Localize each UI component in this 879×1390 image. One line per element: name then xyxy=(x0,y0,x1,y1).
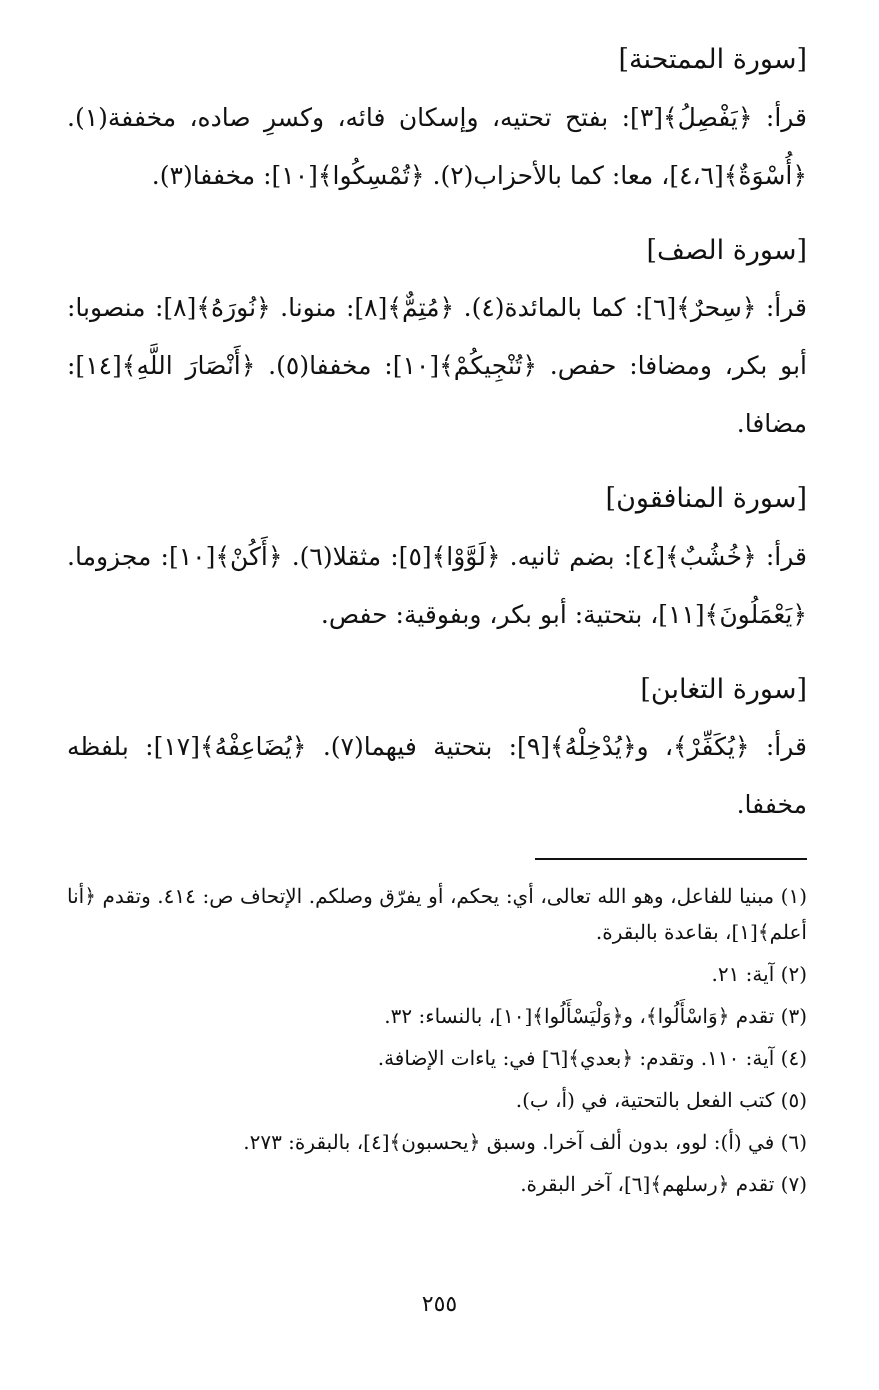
section-body: قرأ: ﴿خُشُبٌ﴾[٤]: بضم ثانيه. ﴿لَوَّوْا﴾[٥]: مثقلا(٦). ﴿أَكُنْ﴾[١٠]: مجزوما. ﴿يَعْمَلُونَ﴾[١١]، بتحتية: أبو بكر، وبفوقية: حفص. xyxy=(67,541,807,629)
footnote: (٣) تقدم ﴿وَاسْأَلُوا﴾، و﴿وَلْيَسْأَلُوا﴾[١٠]، بالنساء: ٣٢. xyxy=(384,1004,807,1028)
section-body: قرأ: ﴿يَفْصِلُ﴾[٣]: بفتح تحتيه، وإسكان فائه، وكسرِ صاده، مخففة(١). ﴿أُسْوَةٌ﴾[٤،٦]، معا: كما بالأحزاب(٢). ﴿تُمْسِكُوا﴾[١٠]: مخففا(٣). xyxy=(67,102,808,190)
section-at-taghabun xyxy=(67,670,807,835)
section-title: [سورة التغابن] xyxy=(640,673,807,705)
section-body: قرأ: ﴿يُكَفِّرْ﴾، و﴿يُدْخِلْهُ﴾[٩]: بتحتية فيهما(٧). ﴿يُضَاعِفْهُ﴾[١٧]: بلفظه مخففا. xyxy=(67,732,807,819)
footnote: (١) مبنيا للفاعل، وهو الله تعالى، أي: يحكم، أو يفرّق وصلكم. الإتحاف ص: ٤١٤. وتقدم ﴿أنا أعلم﴾[١]، بقاعدة بالبقرة. xyxy=(67,884,807,944)
footnote: (٧) تقدم ﴿رسلهم﴾[٦]، آخر البقرة. xyxy=(520,1172,807,1196)
footnote: (٢) آية: ٢١. xyxy=(711,962,807,986)
page-number: ٢٥٥ xyxy=(421,1292,458,1317)
main-text xyxy=(67,40,807,860)
section-title: [سورة الممتحنة] xyxy=(618,44,807,75)
footnote: (٥) كتب الفعل بالتحتية، في (أ، ب). xyxy=(515,1088,807,1112)
section-body: قرأ: ﴿سِحرٌ﴾[٦]: كما بالمائدة(٤). ﴿مُتِمٌّ﴾[٨]: منونا. ﴿نُورَهُ﴾[٨]: منصوبا: أبو بكر، ومضافا: حفص. ﴿تُنْجِيكُمْ﴾[١٠]: مخففا(٥). ﴿أَنْصَارَ اللَّهِ﴾[١٤]: مضافا. xyxy=(67,293,807,438)
footnote: (٤) آية: ١١٠. وتقدم: ﴿بعدي﴾[٦] في: ياءات الإضافة. xyxy=(377,1046,807,1070)
section-title: [سورة الصف] xyxy=(646,234,807,266)
section-al-mumtahanah xyxy=(67,40,807,205)
section-title: [سورة المنافقون] xyxy=(605,483,807,514)
footnotes xyxy=(67,878,807,1208)
section-as-saff xyxy=(67,231,807,454)
footnote: (٦) في (أ): لوو، بدون ألف آخرا. وسبق ﴿يحسبون﴾[٤]، بالبقرة: ٢٧٣. xyxy=(243,1130,807,1154)
section-al-munafiqun xyxy=(67,479,807,644)
footnote-divider xyxy=(535,858,807,860)
